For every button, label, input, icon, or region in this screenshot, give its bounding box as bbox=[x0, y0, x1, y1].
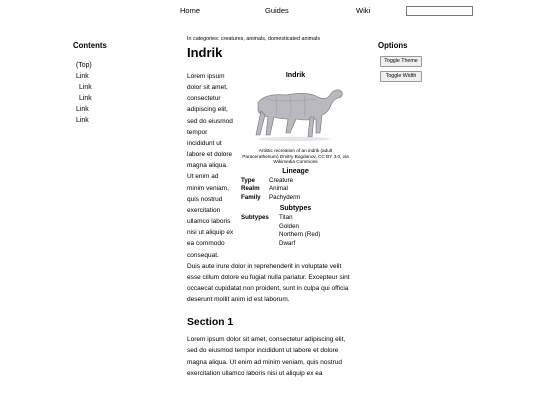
subtypes-row bbox=[241, 214, 320, 248]
section-1-text: Lorem ipsum dolor sit amet, consectetur adipiscing elit, sed do eiusmod tempor incididunt ut labore et dolore magna aliqua. Ut enim ad minim veniam, quis nostrud exercitation ullamco laboris nisi ut aliquip ex ea bbox=[187, 336, 346, 377]
contents-item[interactable]: Link bbox=[76, 106, 89, 114]
contents-sidebar bbox=[73, 41, 143, 127]
nav-link-wiki[interactable]: Wiki bbox=[356, 6, 371, 15]
lineage-row bbox=[241, 177, 300, 186]
nav-link-home[interactable]: Home bbox=[180, 6, 201, 15]
lineage-key: Realm bbox=[241, 185, 260, 193]
contents-item[interactable]: Link bbox=[79, 95, 92, 103]
lineage-table bbox=[241, 177, 300, 203]
lineage-key: Family bbox=[241, 193, 261, 201]
lineage-value: Pachyderm bbox=[269, 193, 301, 201]
toggle-theme-button[interactable]: Toggle Theme bbox=[380, 56, 422, 67]
lineage-row bbox=[241, 185, 300, 194]
lead-paragraph-continued: Duis aute irure dolor in reprehenderit in voluptate velit esse cillum dolore eu fugiat nulla pariatur. Excepteur sint occaecat cupidatat non proident, sunt in culpa qui officia deserunt mollit anim id est laborum. bbox=[187, 262, 350, 304]
subtype-item: Golden bbox=[279, 222, 299, 230]
infobox bbox=[236, 71, 355, 248]
options-sidebar bbox=[378, 41, 448, 86]
subtypes-key: Subtypes bbox=[241, 214, 269, 222]
subtypes-heading: Subtypes bbox=[279, 205, 312, 213]
article bbox=[187, 36, 355, 379]
subtypes-values bbox=[279, 214, 320, 248]
subtype-item: Titan bbox=[279, 214, 293, 222]
subtypes-table bbox=[241, 214, 320, 248]
lineage-key: Type bbox=[241, 176, 255, 184]
options-heading: Options bbox=[378, 41, 408, 50]
contents-item[interactable]: Link bbox=[79, 84, 92, 92]
search-input[interactable] bbox=[406, 6, 473, 16]
lineage-row bbox=[241, 194, 300, 203]
top-navigation bbox=[0, 0, 540, 22]
toggle-width-button[interactable]: Toggle Width bbox=[380, 71, 422, 82]
subtype-item: Northern (Red) bbox=[279, 231, 321, 239]
lineage-value: Creature bbox=[269, 176, 294, 184]
image-caption: Artistic recreation of an indrik (adult Paraceratherium) Dmitry Bogdanov, CC BY 3.0, via Wikimedia Commons bbox=[242, 148, 349, 165]
lineage-value: Animal bbox=[269, 185, 288, 193]
contents-item[interactable]: Link bbox=[76, 117, 89, 125]
page-title: Indrik bbox=[187, 45, 223, 60]
section-1-title: Section 1 bbox=[187, 317, 234, 329]
categories-line: In categories: creatures, animals, domesticated animals bbox=[187, 36, 321, 42]
contents-item-top[interactable]: (Top) bbox=[76, 62, 92, 69]
lineage-heading: Lineage bbox=[282, 167, 309, 175]
subtype-item: Dwarf bbox=[279, 239, 296, 247]
nav-link-guides[interactable]: Guides bbox=[265, 6, 289, 15]
contents-list bbox=[73, 60, 143, 127]
contents-item[interactable]: Link bbox=[76, 73, 89, 81]
infobox-title: Indrik bbox=[285, 71, 306, 79]
indrik-image bbox=[246, 83, 346, 145]
contents-heading: Contents bbox=[73, 41, 107, 50]
lead-paragraph: Lorem ipsum dolor sit amet, consectetur adipiscing elit, sed do eiusmod tempor incididunt ut labore et dolore magna aliqua. Ut enim ad minim veniam, quis nostrud exercitation ullamco laboris nisi ut aliquip ex ea commodo consequat. bbox=[187, 73, 234, 259]
